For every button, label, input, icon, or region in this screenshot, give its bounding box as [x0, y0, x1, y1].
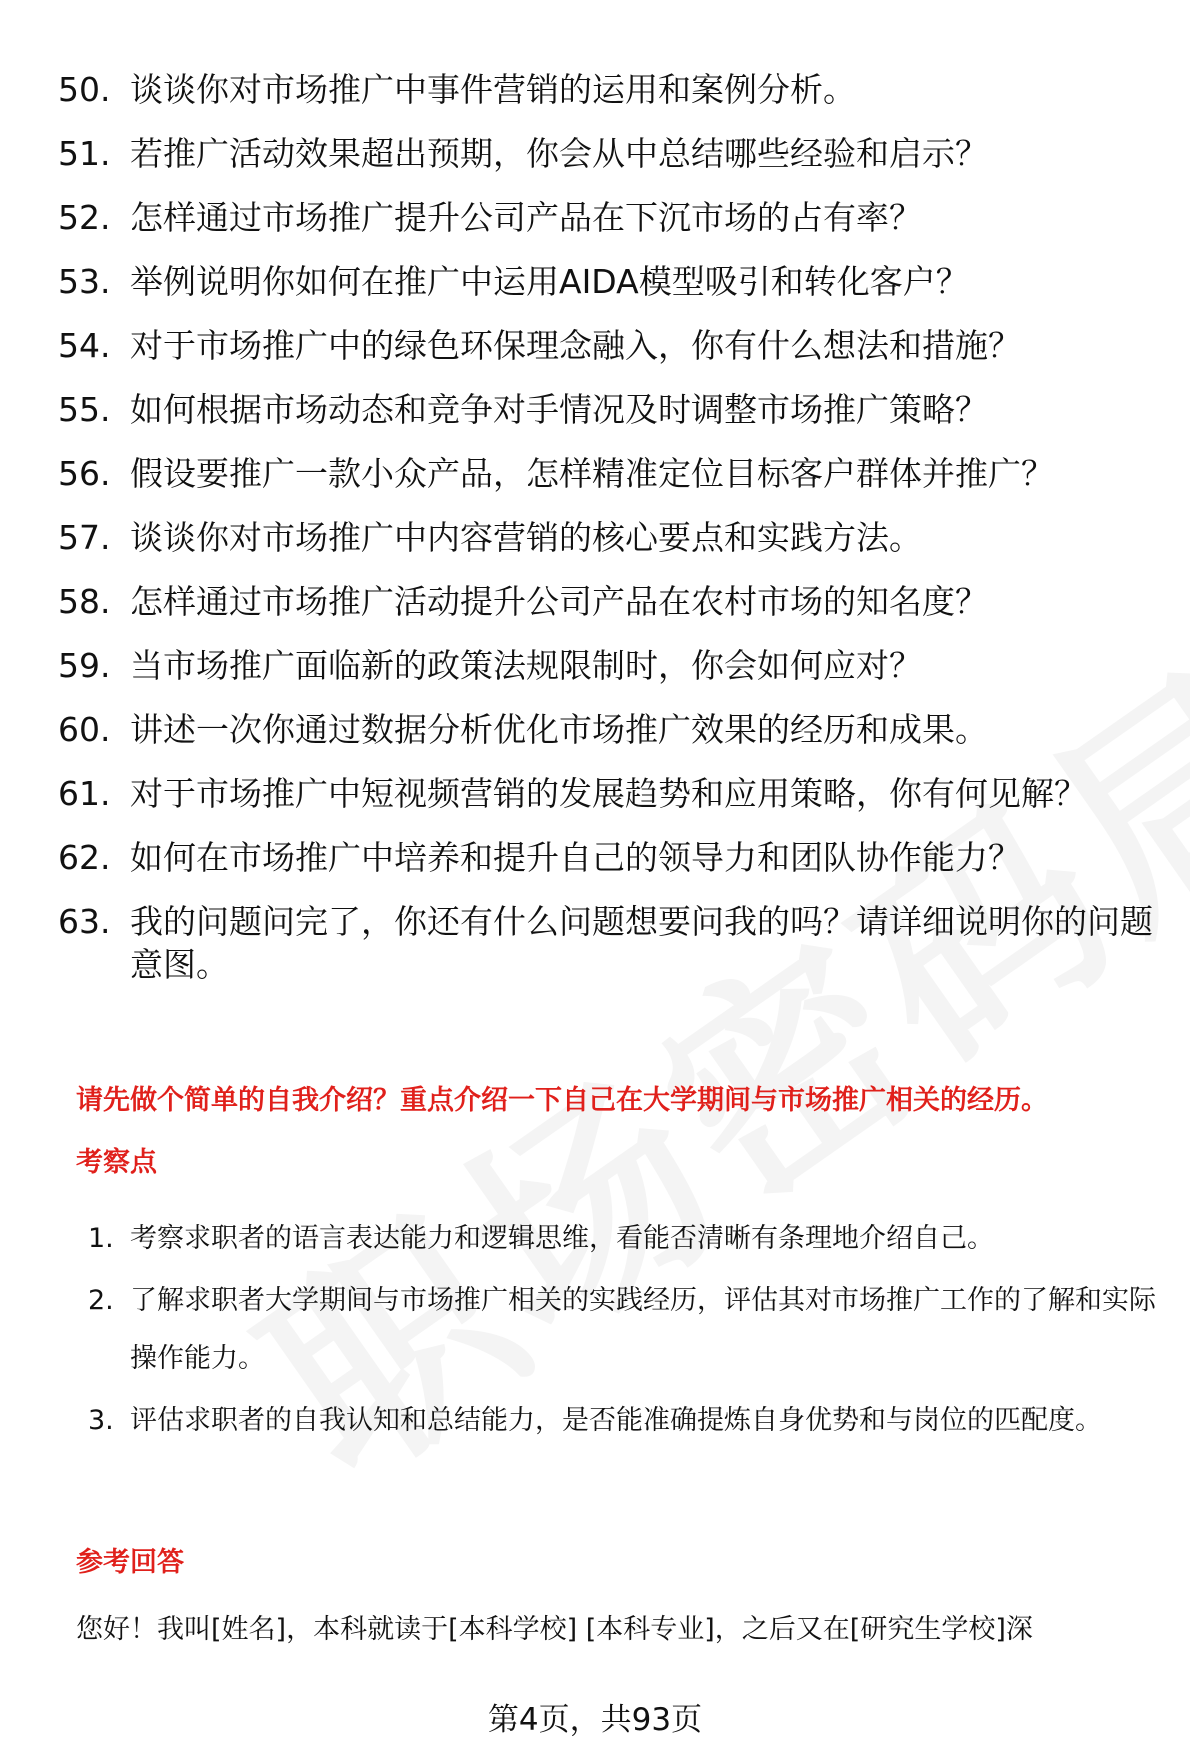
question-number: 55.: [58, 390, 111, 429]
assessment-point-text: 评估求职者的自我认知和总结能力，是否能准确提炼自身优势和与岗位的匹配度。: [130, 1405, 1102, 1436]
question-number: 51.: [58, 134, 111, 173]
assessment-point-number: 3.: [88, 1405, 114, 1436]
question-text: 怎样通过市场推广活动提升公司产品在农村市场的知名度？: [130, 582, 988, 621]
question-number: 63.: [58, 902, 111, 941]
question-number: 61.: [58, 774, 111, 813]
reference-answer-text: 您好！我叫[姓名]，本科就读于[本科学校] [本科专业]，之后又在[研究生学校]深: [76, 1614, 1033, 1645]
assessment-point-text: 考察求职者的语言表达能力和逻辑思维，看能否清晰有条理地介绍自己。: [130, 1223, 994, 1254]
assessment-point-number: 2.: [88, 1285, 114, 1316]
assessment-points-list: [88, 1210, 1158, 1454]
question-item: [58, 580, 1158, 623]
question-text: 举例说明你如何在推广中运用AIDA模型吸引和转化客户？: [130, 262, 969, 301]
question-number: 52.: [58, 198, 111, 237]
question-item: [58, 836, 1158, 879]
question-text: 如何根据市场动态和竞争对手情况及时调整市场推广策略？: [130, 390, 988, 429]
reference-answer-heading: 参考回答: [76, 1547, 184, 1578]
question-item: [58, 452, 1158, 495]
assessment-point-number: 1.: [88, 1223, 114, 1254]
question-text: 对于市场推广中短视频营销的发展趋势和应用策略，你有何见解？: [130, 774, 1087, 813]
assessment-point: [88, 1392, 1158, 1450]
question-item: [58, 516, 1158, 559]
question-number: 60.: [58, 710, 111, 749]
assessment-point: [88, 1210, 1158, 1268]
question-number: 56.: [58, 454, 111, 493]
question-text: 谈谈你对市场推广中事件营销的运用和案例分析。: [130, 70, 856, 109]
question-number: 57.: [58, 518, 111, 557]
question-number: 59.: [58, 646, 111, 685]
question-item: [58, 68, 1158, 111]
question-text: 怎样通过市场推广提升公司产品在下沉市场的占有率？: [130, 198, 922, 237]
question-item: [58, 388, 1158, 431]
assessment-point-text: 了解求职者大学期间与市场推广相关的实践经历，评估其对市场推广工作的了解和实际操作能力。: [130, 1285, 1156, 1374]
question-item: [58, 900, 1158, 986]
question-item: [58, 196, 1158, 239]
question-text: 对于市场推广中的绿色环保理念融入，你有什么想法和措施？: [130, 326, 1021, 365]
question-item: [58, 132, 1158, 175]
question-number: 58.: [58, 582, 111, 621]
question-text: 讲述一次你通过数据分析优化市场推广效果的经历和成果。: [130, 710, 988, 749]
page-number: 第4页，共93页: [487, 1702, 703, 1738]
question-item: [58, 644, 1158, 687]
question-text: 若推广活动效果超出预期，你会从中总结哪些经验和启示？: [130, 134, 988, 173]
question-text: 我的问题问完了，你还有什么问题想要问我的吗？请详细说明你的问题意图。: [130, 902, 1153, 984]
question-item: [58, 772, 1158, 815]
question-list: [58, 68, 1158, 1007]
question-number: 54.: [58, 326, 111, 365]
question-number: 53.: [58, 262, 111, 301]
question-number: 50.: [58, 70, 111, 109]
question-text: 如何在市场推广中培养和提升自己的领导力和团队协作能力？: [130, 838, 1021, 877]
question-text: 当市场推广面临新的政策法规限制时，你会如何应对？: [130, 646, 922, 685]
question-text: 谈谈你对市场推广中内容营销的核心要点和实践方法。: [130, 518, 922, 557]
question-item: [58, 260, 1158, 303]
assessment-points-heading: 考察点: [76, 1147, 157, 1178]
question-number: 62.: [58, 838, 111, 877]
question-text: 假设要推广一款小众产品，怎样精准定位目标客户群体并推广？: [130, 454, 1054, 493]
interview-question-heading: 请先做个简单的自我介绍？重点介绍一下自己在大学期间与市场推广相关的经历。: [76, 1085, 1048, 1116]
assessment-point: [88, 1272, 1158, 1388]
question-item: [58, 324, 1158, 367]
question-item: [58, 708, 1158, 751]
